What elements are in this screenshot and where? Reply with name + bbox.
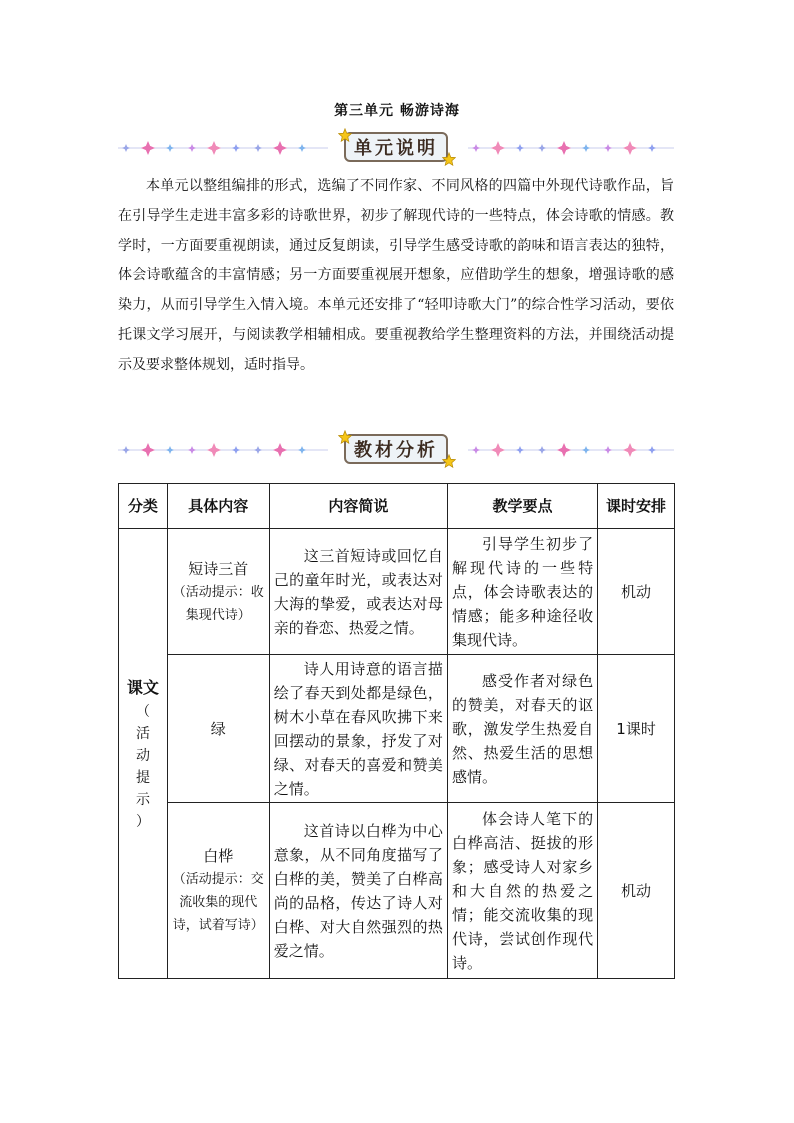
- category-note-char: ）: [135, 813, 150, 830]
- sparkle-icon: [166, 446, 174, 454]
- sparkle-icon: [188, 446, 196, 454]
- content-note: （活动提示：交流收集的现代诗，试着写诗）: [172, 872, 264, 933]
- header-schedule: 课时安排: [598, 484, 675, 529]
- sparkle-icon: [207, 443, 221, 457]
- sparkle-icon: [648, 446, 656, 454]
- material-analysis-table: [118, 483, 675, 979]
- key-points-text: 体会诗人笔下的白桦高洁、挺拔的形象；感受诗人对家乡和大自然的热爱之情；能交流收集的现代诗，尝试创作现代诗。: [451, 809, 594, 972]
- sparkle-icon: [254, 446, 262, 454]
- table-row: [119, 803, 675, 979]
- table-row: [119, 529, 675, 655]
- description-text: 诗人用诗意的语言描绘了春天到处都是绿色，树木小草在春风吹拂下来回摆动的景象，抒发了对绿、对春天的喜爱和赞美之情。: [273, 659, 443, 798]
- sparkle-icon: [557, 443, 571, 457]
- table-row: [119, 655, 675, 803]
- category-label: 课文: [126, 677, 159, 697]
- sparkle-icon: [141, 443, 155, 457]
- sparkle-icon: [491, 443, 505, 457]
- intro-paragraph: 本单元以整组编排的形式，选编了不同作家、不同风格的四篇中外现代诗歌作品，旨在引导学生走进丰富多彩的诗歌世界，初步了解现代诗的一些特点，体会诗歌的情感。教学时，一方面要重视朗读，通过反复朗读，引导学生感受诗歌的韵味和语言表达的独特，体会诗歌蕴含的丰富情感；另一方面要重视展开想象，应借助学生的想象，增强诗歌的感染力，从而引导学生入情入境。本单元还安排了“轻叩诗歌大门”的综合性学习活动，要依托课文学习展开，与阅读教学相辅相成。要重视教给学生整理资料的方法，并围绕活动提示及要求整体规划，适时指导。: [118, 178, 674, 373]
- sparkle-icon: [232, 446, 240, 454]
- description-text: 这首诗以白桦为中心意象，从不同角度描写了白桦的美，赞美了白桦高尚的品格，传达了诗人对白桦、对大自然强烈的热爱之情。: [273, 821, 443, 960]
- sparkle-icon: [623, 141, 637, 155]
- category-cell: [119, 529, 168, 979]
- sparkle-icon: [122, 446, 130, 454]
- sparkle-icon: [273, 141, 287, 155]
- sparkle-icon: [232, 144, 240, 152]
- sparkle-icon: [298, 144, 306, 152]
- description-cell: [269, 529, 447, 655]
- sparkle-icon: [122, 144, 130, 152]
- banner-label: 教材分析: [344, 434, 448, 464]
- category-note-char: 示: [135, 791, 150, 808]
- sparkle-icon: [516, 144, 524, 152]
- key-points-cell: [447, 803, 597, 979]
- description-cell: [269, 803, 447, 979]
- content-cell: [167, 655, 269, 803]
- category-note-char: 动: [135, 747, 150, 764]
- sparkle-icon: [166, 144, 174, 152]
- content-title: 白桦: [203, 847, 234, 865]
- page-title: 第三单元 畅游诗海: [334, 103, 460, 119]
- sparkle-icon: [207, 141, 221, 155]
- key-points-cell: [447, 655, 597, 803]
- content-note: （活动提示：收集现代诗）: [172, 584, 264, 623]
- sparkle-icon: [604, 446, 612, 454]
- schedule-cell: 机动: [598, 803, 675, 979]
- sparkle-icon: [472, 144, 480, 152]
- star-icon: [338, 128, 352, 142]
- key-points-text: 感受作者对绿色的赞美，对春天的讴歌，激发学生热爱自然、热爱生活的思想感情。: [451, 671, 594, 786]
- header-description: 内容简说: [269, 484, 447, 529]
- star-icon: [442, 152, 456, 166]
- sparkle-icon: [582, 144, 590, 152]
- header-category: 分类: [119, 484, 168, 529]
- table-header-row: [119, 484, 675, 529]
- sparkle-icon: [516, 446, 524, 454]
- header-content: 具体内容: [167, 484, 269, 529]
- category-note-char: （: [135, 703, 150, 720]
- section-banner-unit-description: [118, 128, 674, 168]
- sparkle-icon: [557, 141, 571, 155]
- unit-description-text: [118, 172, 674, 381]
- sparkle-icon: [188, 144, 196, 152]
- description-cell: [269, 655, 447, 803]
- sparkle-icon: [491, 141, 505, 155]
- category-note-char: 活: [135, 725, 150, 742]
- sparkle-icon: [582, 446, 590, 454]
- header-key-points: 教学要点: [447, 484, 597, 529]
- sparkle-icon: [254, 144, 262, 152]
- star-icon: [338, 430, 352, 444]
- category-note-char: 提: [135, 769, 150, 786]
- schedule-cell: 1课时: [598, 655, 675, 803]
- content-title: 绿: [210, 719, 226, 738]
- sparkle-icon: [273, 443, 287, 457]
- sparkle-icon: [538, 144, 546, 152]
- sparkle-icon: [538, 446, 546, 454]
- sparkle-icon: [648, 144, 656, 152]
- content-title: 短诗三首: [188, 559, 249, 578]
- key-points-cell: [447, 529, 597, 655]
- schedule-cell: 机动: [598, 529, 675, 655]
- star-icon: [442, 454, 456, 468]
- sparkle-icon: [141, 141, 155, 155]
- key-points-text: 引导学生初步了解现代诗的一些特点，体会诗歌表达的情感；能多种途径收集现代诗。: [451, 534, 594, 649]
- sparkle-icon: [604, 144, 612, 152]
- content-cell: [167, 803, 269, 979]
- content-cell: [167, 529, 269, 655]
- banner-label: 单元说明: [344, 132, 448, 162]
- sparkle-icon: [472, 446, 480, 454]
- description-text: 这三首短诗或回忆自己的童年时光，或表达对大海的挚爱，或表达对母亲的眷恋、热爱之情。: [273, 546, 443, 637]
- sparkle-icon: [623, 443, 637, 457]
- sparkle-icon: [298, 446, 306, 454]
- section-banner-material-analysis: [118, 430, 674, 470]
